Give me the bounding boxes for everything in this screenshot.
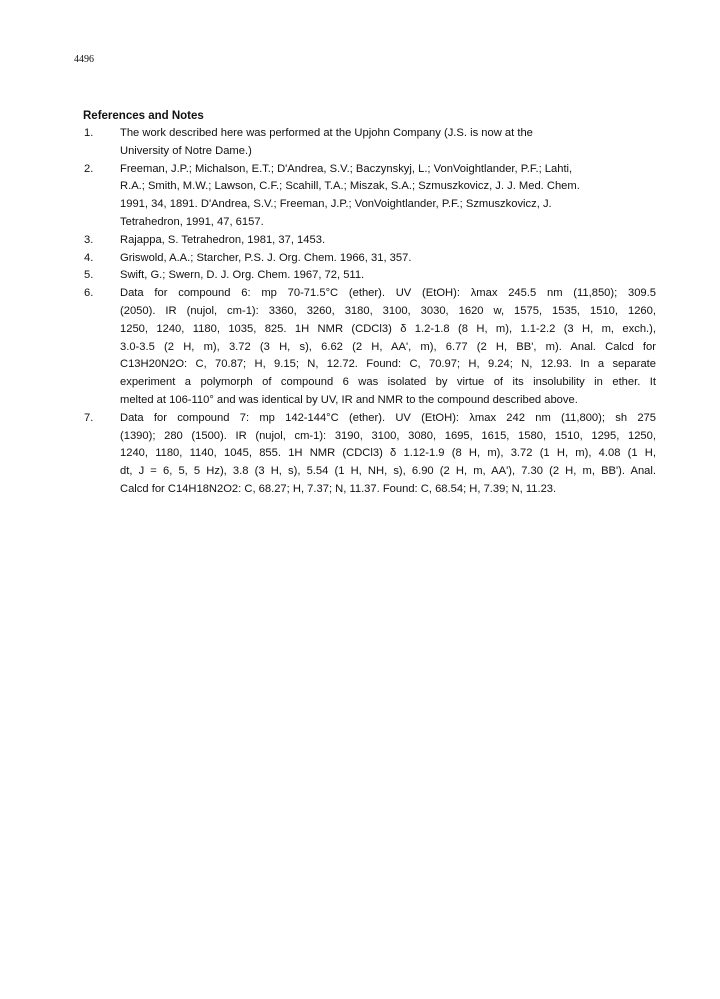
reference-line: C13H20N2O: C, 70.87; H, 9.15; N, 12.72. Found: C, 70.97; H, 9.24; N, 12.93. In a separate [120, 358, 656, 371]
reference-line: (2050). IR (nujol, cm-1): 3360, 3260, 3180, 3100, 3030, 1620 w, 1575, 1535, 1510, 1260, [120, 304, 656, 317]
reference-text [120, 232, 656, 250]
page-number: 4496 [74, 54, 94, 65]
reference-number: 2. [84, 162, 94, 175]
reference-line: University of Notre Dame.) [120, 144, 252, 157]
reference-text [120, 161, 656, 232]
reference-line: Freeman, J.P.; Michalson, E.T.; D'Andrea, S.V.; Baczynskyj, L.; VonVoightlander, P.F.; Lahti, [120, 162, 573, 175]
reference-item [84, 267, 656, 285]
reference-line: experiment a polymorph of compound 6 was isolated by virtue of its insolubility in ether. It [120, 376, 656, 389]
reference-text [120, 285, 656, 410]
section-heading: References and Notes [83, 110, 204, 122]
reference-line: R.A.; Smith, M.W.; Lawson, C.F.; Scahill, T.A.; Miszak, S.A.; Szmuszkovicz, J. J. Med. Chem. [120, 180, 580, 193]
reference-line: Tetrahedron, 1991, 47, 6157. [120, 215, 264, 228]
reference-line: melted at 106-110° and was identical by UV, IR and NMR to the compound described above. [120, 393, 578, 406]
reference-line: 1991, 34, 1891. D'Andrea, S.V.; Freeman, J.P.; VonVoightlander, P.F.; Szmuszkovicz, J. [120, 198, 552, 211]
reference-text [120, 250, 656, 268]
reference-number: 4. [84, 251, 94, 264]
reference-line: Data for compound 7: mp 142-144°C (ether). UV (EtOH): λmax 242 nm (11,800); sh 275 [120, 411, 656, 424]
reference-item [84, 250, 656, 268]
reference-number: 1. [84, 127, 94, 139]
reference-line: 1240, 1180, 1140, 1045, 855. 1H NMR (CDCl3) δ 1.12-1.9 (8 H, m), 3.72 (1 H, m), 4.08 (1 H, [120, 447, 656, 460]
reference-line: Rajappa, S. Tetrahedron, 1981, 37, 1453. [120, 233, 326, 246]
reference-number: 7. [84, 411, 94, 424]
reference-line: 3.0-3.5 (2 H, m), 3.72 (3 H, s), 6.62 (2 H, AA', m), 6.77 (2 H, BB', m). Anal. Calcd for [120, 340, 656, 353]
reference-line: Calcd for C14H18N2O2: C, 68.27; H, 7.37; N, 11.37. Found: C, 68.54; H, 7.39; N, 11.23. [120, 482, 557, 495]
reference-item [84, 232, 656, 250]
reference-line: Data for compound 6: mp 70-71.5°C (ether). UV (EtOH): λmax 245.5 nm (11,850); 309.5 [120, 287, 656, 300]
reference-item [84, 125, 656, 161]
reference-text [120, 267, 656, 285]
reference-line: dt, J = 6, 5, 5 Hz), 3.8 (3 H, s), 5.54 (1 H, NH, s), 6.90 (2 H, m, AA'), 7.30 (2 H, m, BB'). Anal. [120, 465, 656, 478]
reference-line: The work described here was performed at the Upjohn Company (J.S. is now at the [120, 127, 533, 139]
reference-line: 1250, 1240, 1180, 1035, 825. 1H NMR (CDCl3) δ 1.2-1.8 (8 H, m), 1.1-2.2 (3 H, m, exch.), [120, 322, 656, 335]
reference-line: Swift, G.; Swern, D. J. Org. Chem. 1967, 72, 511. [120, 269, 365, 282]
reference-item [84, 410, 656, 499]
reference-text [120, 410, 656, 499]
reference-text [120, 125, 656, 161]
reference-line: (1390); 280 (1500). IR (nujol, cm-1): 3190, 3100, 3080, 1695, 1615, 1580, 1510, 1295, 1250, [120, 429, 656, 442]
reference-number: 5. [84, 269, 94, 282]
reference-line: Griswold, A.A.; Starcher, P.S. J. Org. Chem. 1966, 31, 357. [120, 251, 412, 264]
reference-item [84, 285, 656, 410]
reference-item [84, 161, 656, 232]
reference-number: 3. [84, 233, 94, 246]
reference-list [84, 125, 656, 499]
reference-number: 6. [84, 287, 94, 300]
